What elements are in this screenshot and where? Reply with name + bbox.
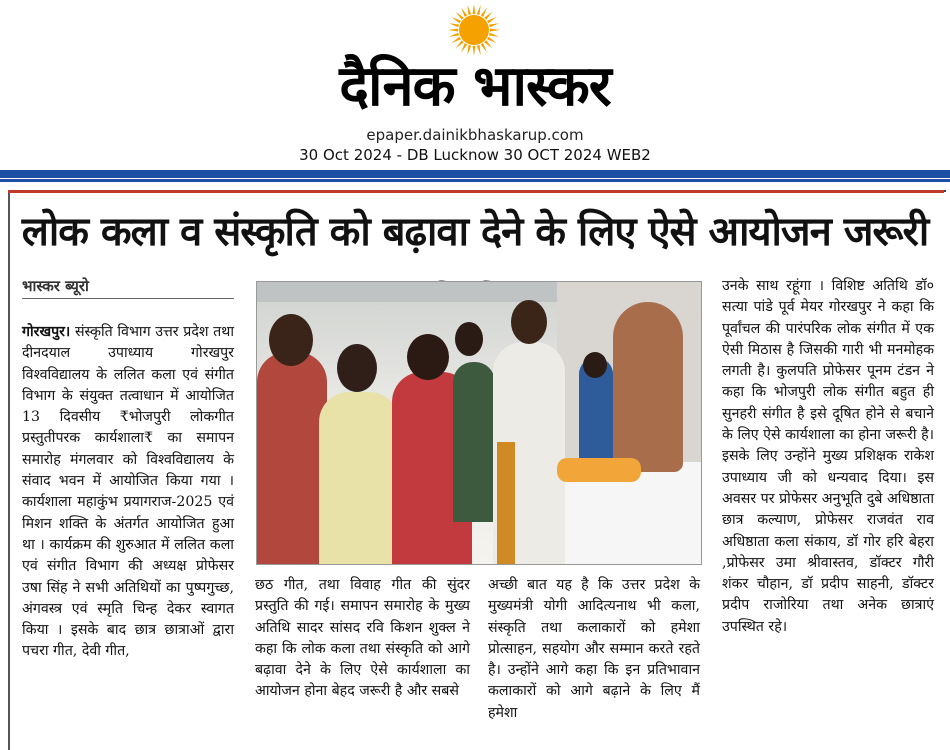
headline: लोक कला व संस्कृति को बढ़ावा देने के लिए ऐसे आयोजन जरूरी bbox=[21, 209, 929, 255]
masthead-rule bbox=[0, 179, 950, 182]
article-column-4: उनके साथ रहूंगा । विशिष्ट अतिथि डॉ० सत्या पांडे पूर्व मेयर गोरखपुर ने कहा कि पूर्वांचल की पारंपरिक लोक संगीत में एक ऐसी मिठास है जिसकी गारी भी मनमोहक लगती है। कुलपति प्रोफेसर पूनम टंडन ने कहा कि भोजपुरी लोक संगीत बहुत ही सुनहरी संगीत है इसे दूषित होने से बचाने के लिए ऐसे कार्यशाला का होना जरूरी है। इसके लिए उन्होंने मुख्य प्रशिक्षक राकेश उपाध्याय जी को धन्यवाद दिया। इस अवसर पर प्रोफेसर अनुभूति दुबे अधिष्ठाता छात्र कल्याण, प्रोफेसर राजवंत राव अधिष्ठाता कला संकाय, डॉ गोर हरि बेहरा ,प्रोफेसर उमा श्रीवास्तव, डॉक्टर गौरी शंकर चौहान, डॉ प्रदीप साहनी, डॉक्टर प्रदीप राजोरिया तथा अनेक छात्राएं उपस्थित रहे। bbox=[722, 278, 934, 635]
byline-rule bbox=[22, 298, 234, 299]
masthead-band bbox=[0, 170, 950, 178]
dateline-place: गोरखपुर। bbox=[22, 324, 71, 340]
article-column-1 bbox=[22, 322, 234, 663]
sun-logo-icon bbox=[447, 3, 501, 57]
article-column-2: छठ गीत, तथा विवाह गीत की सुंदर प्रस्तुति की गई। समापन समारोह के मुख्य अतिथि सादर सांसद रवि किशन शुक्ल ने कहा कि लोक कला तथा संस्कृति को आगे बढ़ावा देने के लिए ऐसे कार्यशाला का आयोजन होना बेहद जरूरी है और सबसे bbox=[255, 577, 470, 700]
edition-line: 30 Oct 2024 - DB Lucknow 30 OCT 2024 WEB2 bbox=[299, 146, 651, 164]
newspaper-logo: दैनिक भास्कर bbox=[339, 54, 611, 119]
article-column-3: अच्छी बात यह है कि उत्तर प्रदेश के मुख्यमंत्री योगी आदित्यनाथ भी कला, संस्कृति तथा कलाकारों को हमेशा प्रोत्साहन, सहयोग और सम्मान करते रहते है। उन्होंने आगे कहा कि इन प्रतिभावान कलाकारों को आगे बढ़ाने के लिए मैं हमेशा bbox=[488, 577, 700, 721]
masthead bbox=[0, 0, 950, 178]
epaper-url[interactable]: epaper.dainikbhaskarup.com bbox=[366, 126, 584, 144]
article-top-rule bbox=[8, 190, 944, 193]
column-1-text: संस्कृति विभाग उत्तर प्रदेश तथा दीनदयाल उपाध्याय गोरखपुर विश्वविद्यालय के ललित कला एवं संगीत विभाग के संयुक्त तत्वाधान में आयोजित 13 दिवसीय ₹भोजपुरी लोकगीत प्रस्तुतीपरक कार्यशाला₹ का समापन समारोह मंगलवार को विश्वविद्यालय के संवाद भवन में आयोजित किया गया । कार्यशाला महाकुंभ प्रयागराज-2025 एवं मिशन शक्ति के अंतर्गत आयोजित हुआ था । कार्यक्रम की शुरुआत में ललित कला एवं संगीत विभाग की अध्यक्ष प्रोफेसर उषा सिंह ने सभी अतिथियों का पुष्पगुच्छ, अंगवस्त्र एवं स्मृति चिन्ह देकर स्वागत किया । इसके बाद छात्र छात्राओं द्वारा पचरा गीत, देवी गीत, bbox=[22, 324, 234, 660]
event-photo bbox=[256, 281, 702, 565]
byline: भास्कर ब्यूरो bbox=[22, 277, 89, 295]
